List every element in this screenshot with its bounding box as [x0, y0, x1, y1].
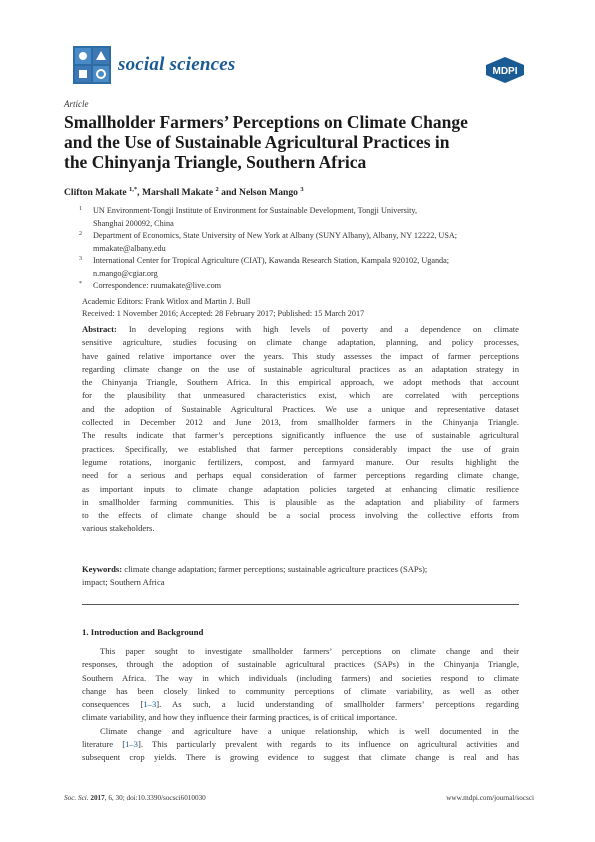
- title-line: and the Use of Sustainable Agricultural Practices in: [64, 132, 450, 152]
- author-affiliation-mark: 1,*: [129, 186, 138, 193]
- section-body: [82, 645, 519, 765]
- abstract-line: for the plausibility that unmeasured characteristics exist, which are correlated with perceptions: [82, 390, 519, 401]
- received-accepted-published: Received: 1 November 2016; Accepted: 28 February 2017; Published: 15 March 2017: [82, 309, 365, 318]
- title-line: the Chinyanja Triangle, Southern Africa: [64, 152, 367, 172]
- body-line: consequences [1–3]. As such, a lucid understanding of smallholder farmers’ perceptions regarding: [82, 699, 519, 710]
- abstract-line: collected in December 2012 and June 2013, from smallholder farmers in the Chinyanja Triangle.: [82, 417, 519, 428]
- academic-editors: Academic Editors: Frank Witlox and Martin J. Bull: [82, 297, 251, 306]
- abstract-line: in smallholder farming communities. This is plausible as the adaptation and pliability of farmers: [82, 496, 519, 507]
- author-affiliation-mark: 2: [215, 186, 219, 193]
- section-heading: 1. Introduction and Background: [82, 627, 204, 637]
- abstract-line: as important inputs to climate change adaptation policies targeted at enhancing climatic resilience: [82, 483, 519, 494]
- keywords-line: impact; Southern Africa: [82, 577, 165, 587]
- body-line: Climate change and agriculture have a unique relationship, which is well documented in the: [100, 725, 519, 736]
- body-line: climate variability, and how they influence their farming practices, is of critical importance.: [82, 712, 398, 723]
- abstract-line: need for a serious and perhaps equal consideration of farmer perceptions regarding climate change,: [82, 470, 519, 481]
- affiliation: [64, 255, 534, 280]
- body-line: literature [1–3]. This particularly prevalent with regards to its influence on agricultural activities and: [82, 739, 519, 750]
- abstract-line: practices. Specifically, we established that farmer perceptions considerably impact the use of grain: [82, 443, 519, 454]
- body-line: change has been closely linked to community perceptions of climate variability, as well as other: [82, 685, 519, 696]
- affiliations: [64, 205, 534, 293]
- abstract-label: Abstract:: [82, 324, 117, 334]
- body-line: Southern Africa. The way in which individuals (including farmers) and societies respond to climate: [82, 672, 519, 683]
- article-type: Article: [64, 99, 89, 109]
- publication-year: 2017: [90, 794, 105, 802]
- abstract-line: Abstract: In developing regions with high levels of poverty and a dependence on climate: [82, 324, 519, 334]
- affiliation-line: Department of Economics, State University of New York at Albany (SUNY Albany), Albany, NY 12222, USA;: [93, 231, 458, 240]
- abstract-line: have gained relative importance over the years. This study assesses the impact of farmer perceptions: [82, 350, 519, 361]
- body-line: This paper sought to investigate smallholder farmers’ perceptions on climate change and their: [100, 646, 519, 656]
- author-name: Clifton Makate: [64, 187, 127, 199]
- author-separator: ,: [137, 187, 142, 199]
- volume-doi: , 6, 30; doi:10.3390/socsci6010030: [104, 794, 206, 802]
- abstract: [82, 323, 519, 536]
- mdpi-logo-icon: [484, 56, 526, 84]
- mdpi-logo-text: MDPI: [492, 66, 518, 77]
- correspondence-line[interactable]: Correspondence: ruumakate@live.com: [93, 281, 222, 290]
- social-sciences-logo-icon: [73, 46, 111, 84]
- keywords-label: Keywords:: [82, 564, 123, 574]
- journal-url[interactable]: www.mdpi.com/journal/socsci: [446, 794, 534, 802]
- abstract-line: sensitive agriculture, studies focusing on climate change adaptation, planning, and policy processes,: [82, 337, 519, 348]
- keywords: [82, 563, 519, 589]
- affiliation-number: 3: [79, 256, 82, 262]
- author-list: [64, 186, 304, 198]
- citation-link[interactable]: 1–3: [125, 739, 138, 750]
- citation-info: [64, 794, 206, 802]
- title-line: Smallholder Farmers’ Perceptions on Climate Change: [64, 112, 468, 132]
- affiliation-line: Shanghai 200092, China: [93, 218, 174, 228]
- correspondence-mark: *: [79, 281, 82, 287]
- affiliation-email[interactable]: mmakate@albany.edu: [93, 243, 166, 253]
- author-name: Marshall Makate: [141, 187, 214, 199]
- abstract-line: the Chinyanja Triangle, Southern Africa. In this empirical approach, we adopt methods that account: [82, 377, 519, 388]
- affiliation-line: International Center for Tropical Agriculture (CIAT), Kawanda Research Station, Kampala 920102, Uganda;: [93, 256, 450, 265]
- journal-name: social sciences: [118, 54, 236, 75]
- section-divider: [82, 604, 519, 605]
- journal-header: [73, 46, 523, 86]
- abstract-line: regarding climate change on the use of sustainable agricultural practices as an adaptation strategy in: [82, 363, 519, 374]
- affiliation-line: UN Environment-Tongji Institute of Environment for Sustainable Development, Tongji University,: [93, 206, 418, 215]
- affiliation-number: 1: [79, 206, 82, 212]
- correspondence: [64, 280, 534, 293]
- affiliation-number: 2: [79, 231, 82, 237]
- affiliation-email[interactable]: n.mango@cgiar.org: [93, 268, 158, 278]
- body-line: subsequent crop yields. There is growing evidence to suggest that climate change is real and has: [82, 752, 519, 763]
- author-separator: and: [218, 187, 240, 199]
- article-title: [64, 112, 534, 172]
- author-affiliation-mark: 3: [300, 186, 304, 193]
- publication-dates: [82, 296, 364, 320]
- abstract-line: to the effects of climate change should be a social process involving the collective efforts from: [82, 510, 519, 521]
- author-name: Nelson Mango: [239, 187, 298, 199]
- abstract-line: The results indicate that farmer’s perceptions significantly influence the use of sustainable agricultural: [82, 430, 519, 441]
- body-line: responses, through the adoption of sustainable agricultural practices (SAPs) in the Chinyanja Triangle,: [82, 659, 519, 670]
- abstract-line: and the adoption of Sustainable Agricultural Practices. We use a unique and representative dataset: [82, 403, 519, 414]
- journal-abbreviation: Soc. Sci.: [64, 794, 89, 802]
- affiliation: [64, 230, 534, 255]
- abstract-line: legume rotations, inorganic fertilizers, compost, and farmyard manure. Our results highlight the: [82, 456, 519, 467]
- keywords-line: Keywords: climate change adaptation; farmer perceptions; sustainable agriculture practices (SAPs);: [82, 564, 428, 574]
- affiliation: [64, 205, 534, 230]
- citation-link[interactable]: 1–3: [143, 699, 157, 710]
- abstract-line: various stakeholders.: [82, 523, 155, 534]
